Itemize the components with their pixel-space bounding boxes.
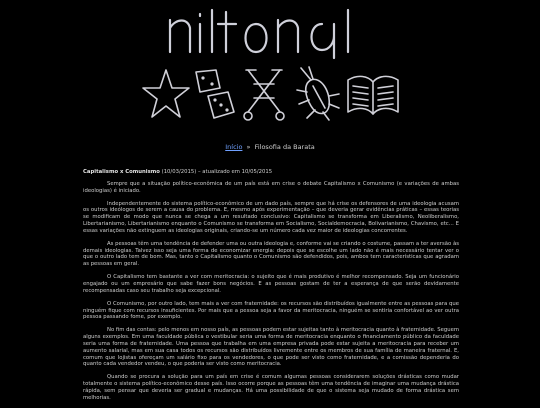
star-icon[interactable] [142,66,190,122]
article-header [83,169,459,176]
breadcrumb-current: Filosofia da Barata [254,143,315,151]
article-paragraph: No fim das contas: pelo menos em nosso país, as pessoas podem estar sujeitas tanto à meritocracia quanto à fraternidade. Seguem alguns exemplos. Em uma faculdade pública o vestibular seria uma forma de meritocracia enquanto o financiamento público da faculdade seria uma forma de fraternidade. Uma pessoa que trabalha em uma empresa privada pode estar sujeita a meritocracia para receber um aumento salarial, mas em sua casa todos os recursos são distribuídos livremente entre os membros de sua família de maneira fraternal. E, comum que lojistas ofereçam um salário fixo para os vendedores, o que pode ser visto como fraternidade, e a comissão dependeria do quanto cada vendedor vendeu, o que poderia ser visto como meritocracia. [83,327,459,368]
article-paragraph: Sempre que a situação político-econômica de um país está em crise o debate Capitalismo x Comunismo (e variações de ambas ideologias) é iniciado. [83,180,459,194]
article-title: Capitalismo x Comunismo [83,169,160,175]
icon-row [0,66,540,126]
breadcrumb [0,143,540,151]
article-meta: (10/03/2015) – atualizado em 10/05/2015 [159,169,273,175]
article-paragraph: As pessoas têm uma tendência de defender uma ou outra ideologia e, conforme vai se criando o costume, passam a ter aversão às demais ideologias. Talvez isso seja uma forma de economizar energia: depois que se escolhe um lado não é mais necessário tentar ver o que o outro lado tem de bom. Mas, tanto o Capitalismo quanto o Comunismo são defendidos, pois, ambos tem características que agradam as pessoas em geral. [83,240,459,268]
cockroach-icon[interactable] [293,66,341,122]
site-header [0,0,540,140]
article [83,169,459,408]
open-book-icon[interactable] [346,66,400,122]
breadcrumb-separator: » [246,143,251,151]
article-paragraph: Quando se procura a solução para um país em crise é comum algumas pessoas considerarem soluções drásticas como mudar totalmente o sistema político-econômico desse país. Isso ocorre porque as pessoas têm uma tendência de imaginar uma mudança drástica rápida, sem pensar que deveria ser gradual e mudanças. Há uma possibilidade de que o sistema seja mudado de forma drástica sem melhorias. [83,374,459,401]
breadcrumb-home-link[interactable]: Início [225,143,243,151]
article-paragraph: O Comunismo, por outro lado, tem mais a ver com fraternidade: os recursos são distribuídos igualmente entre as pessoas para que ninguém fique com recursos insuficientes. Por mais que a pessoa seja a favor da meritocracia, ninguém se sentiria confortável ao ver outra pessoa passando fome, por exemplo. [83,300,459,321]
dice-icon[interactable] [190,66,238,122]
scissors-icon[interactable] [240,66,288,122]
article-paragraph: Independentemente do sistema político-econômico de um dado país, sempre que há crise os defensores de uma ideologia acusam os outros ideólogos de serem a causa do problema. E, mesmo após experimentação – que deveria gerar evidências práticas – essas teorias se modificam de modo que nunca se chega a um resultado conclusivo: Capitalismo se transforma em Liberalismo, Neoliberalismo, Libertarianismo, Libertarianismo enquanto o Comunismo se transforma em Socialismo, Socialdemocracia, Bolivarianismo, Chavismo, etc... E essas variações não extinguem as ideologias originais, criando-se um número cada vez maior de ideologias concorrentes. [83,200,459,234]
article-paragraph: O Capitalismo tem bastante a ver com meritocracia: o sujeito que é mais produtivo é melhor recompensado. Seja um funcionário engajado ou um empresário que sabe fazer bons negócios. E as pessoas gostam de ter a esperança de que serão devidamente recompensadas caso seu trabalho seja excepcional. [83,274,459,294]
site-logo[interactable] [166,6,376,60]
